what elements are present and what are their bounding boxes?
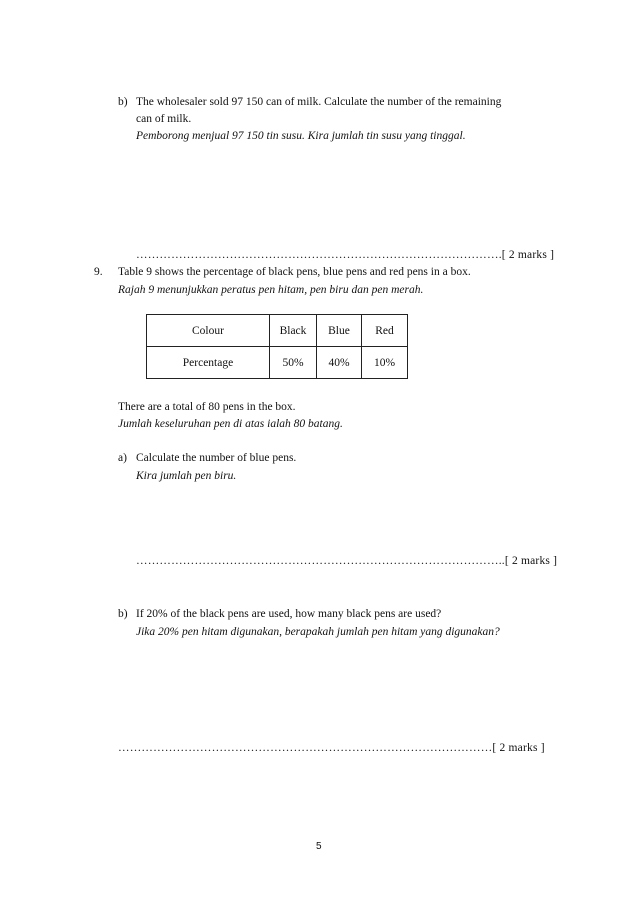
- q9-intro-ms: Rajah 9 menunjukkan peratus pen hitam, pen biru dan pen merah.: [118, 284, 424, 296]
- q9-total-ms: Jumlah keseluruhan pen di atas ialah 80 batang.: [118, 418, 343, 430]
- table-row: [147, 347, 408, 379]
- q9b-question-en: If 20% of the black pens are used, how many black pens are used?: [136, 608, 442, 620]
- q9a-label: a): [118, 452, 127, 464]
- table-cell: 40%: [317, 347, 362, 379]
- table-cell: Percentage: [147, 347, 270, 379]
- q8b-question-en-line2: can of milk.: [136, 113, 192, 125]
- page-number: 5: [316, 841, 322, 852]
- q9-intro-en: Table 9 shows the percentage of black pens, blue pens and red pens in a box.: [118, 266, 471, 278]
- q8b-label: b): [118, 96, 128, 108]
- table-header-cell: Blue: [317, 315, 362, 347]
- q9-number: 9.: [94, 266, 103, 278]
- q9b-answer-line: ……………………………………………………………………………………[ 2 marks ]: [118, 742, 545, 754]
- q9b-label: b): [118, 608, 128, 620]
- table-cell: 50%: [270, 347, 317, 379]
- q9a-question-ms: Kira jumlah pen biru.: [136, 470, 237, 482]
- q8b-question-ms: Pemborong menjual 97 150 tin susu. Kira jumlah tin susu yang tinggal.: [136, 130, 466, 142]
- percentage-table: [146, 314, 408, 379]
- q9a-question-en: Calculate the number of blue pens.: [136, 452, 297, 464]
- table-header-cell: Black: [270, 315, 317, 347]
- table-header-row: [147, 315, 408, 347]
- q9a-answer-line: …………………………………………………………………………………..[ 2 marks ]: [136, 555, 558, 567]
- table-cell: 10%: [362, 347, 408, 379]
- q9-total-en: There are a total of 80 pens in the box.: [118, 401, 296, 413]
- q8b-answer-line: ………………………………………………………………………………….[ 2 marks ]: [136, 249, 555, 261]
- q9b-question-ms: Jika 20% pen hitam digunakan, berapakah jumlah pen hitam yang digunakan?: [136, 626, 500, 638]
- table-header-cell: Colour: [147, 315, 270, 347]
- table-header-cell: Red: [362, 315, 408, 347]
- q8b-question-en-line1: The wholesaler sold 97 150 can of milk. Calculate the number of the remaining: [136, 96, 502, 108]
